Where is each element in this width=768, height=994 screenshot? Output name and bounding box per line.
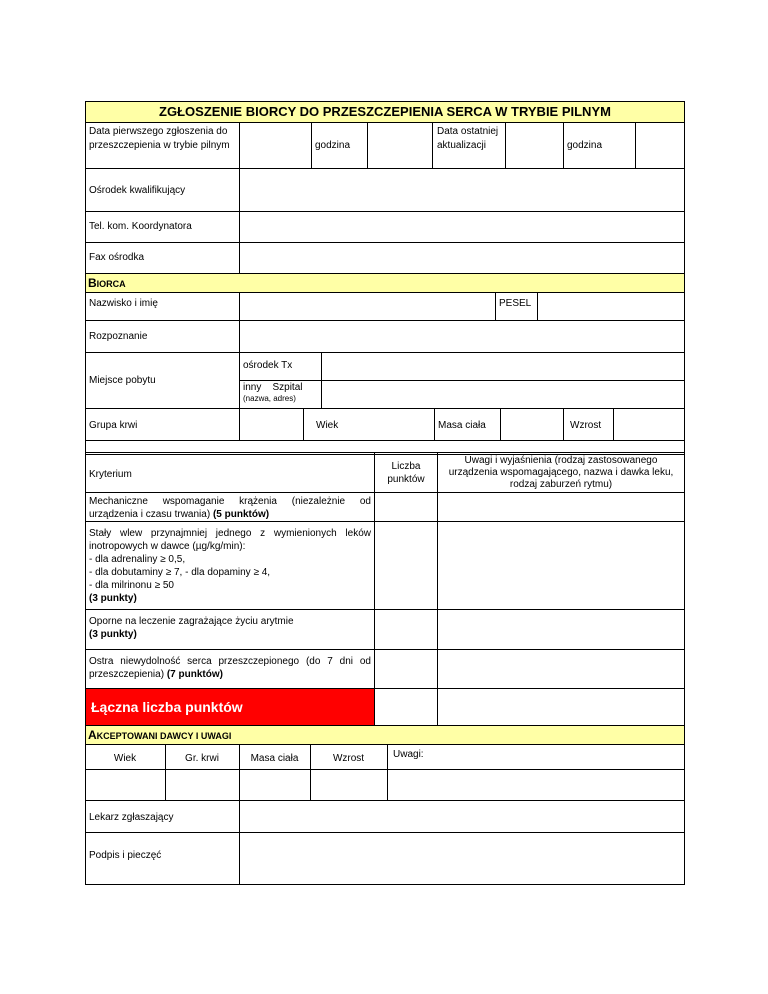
points-field-1[interactable] xyxy=(375,493,437,521)
hour-label-1: godzina xyxy=(315,140,351,151)
recipient-section-bar xyxy=(85,273,685,293)
criterion-arrhythmia: Oporne na leczenie zagrażające życiu arytmie (3 punkty) xyxy=(89,616,294,640)
remarks-header: Uwagi i wyjaśnienia (rodzaj zastosowanego urządzenia wspomagającego, nazwa i dawka leku, rodzaj zaburzeń rytmu) xyxy=(448,455,674,490)
points-field-3[interactable] xyxy=(375,610,437,648)
blood-group-field[interactable] xyxy=(240,409,302,439)
other-hospital-note: (nazwa, adres) xyxy=(243,394,296,403)
last-update-label: Data ostatniej aktualizacji xyxy=(437,126,499,151)
age-label: Wiek xyxy=(316,420,339,431)
donor-age-label: Wiek xyxy=(113,753,137,764)
remarks-field-3[interactable] xyxy=(438,610,684,648)
name-label: Nazwisko i imię xyxy=(89,298,158,309)
donor-weight-field[interactable] xyxy=(240,770,309,799)
location-label: Miejsce pobytu xyxy=(89,375,156,386)
last-update-field[interactable] xyxy=(506,124,562,167)
weight-label: Masa ciała xyxy=(438,420,486,431)
donor-height-field[interactable] xyxy=(311,770,386,799)
hour-label-2: godzina xyxy=(567,140,603,151)
pesel-label: PESEL xyxy=(499,298,532,309)
donor-blood-field[interactable] xyxy=(166,770,238,799)
donor-weight-label: Masa ciała xyxy=(250,753,299,764)
doctor-field[interactable] xyxy=(240,801,684,831)
center-label: Ośrodek kwalifikujący xyxy=(89,185,186,196)
points-field-4[interactable] xyxy=(375,650,437,687)
pesel-field[interactable] xyxy=(538,294,684,319)
signature-field[interactable] xyxy=(240,833,684,884)
weight-field[interactable] xyxy=(501,409,562,439)
heart-transplant-urgent-form xyxy=(85,101,685,885)
other-hospital-field[interactable] xyxy=(322,381,684,407)
donor-remarks-label: Uwagi: xyxy=(393,749,424,760)
age-field[interactable] xyxy=(345,409,433,439)
name-field[interactable] xyxy=(240,294,494,319)
coordinator-phone-field[interactable] xyxy=(240,212,684,241)
other-hospital-label: inny Szpital xyxy=(243,382,303,393)
total-points-field[interactable] xyxy=(375,689,437,725)
height-field[interactable] xyxy=(614,409,684,439)
remarks-field-2[interactable] xyxy=(438,522,684,609)
donor-age-field[interactable] xyxy=(86,770,164,799)
blood-group-label: Grupa krwi xyxy=(89,420,138,431)
doctor-label: Lekarz zgłaszający xyxy=(89,812,174,823)
first-date-field[interactable] xyxy=(240,124,310,167)
criterion-inotropes: Stały wlew przynajmniej jednego z wymienionych leków inotropowych w dawce (µg/kg/min): - dla adrenaliny ≥ 0,5, - dla dobutaminy ≥ 7, - dla dopaminy ≥ 4, - dla milrinonu ≥ 50 (3 punkty) xyxy=(89,528,371,604)
tx-center-field[interactable] xyxy=(322,353,684,379)
donor-section-title: AKCEPTOWANI DAWCY I UWAGI xyxy=(88,728,232,742)
criterion-acute-failure: Ostra niewydolność serca przeszczepionego (do 7 dni od przeszczepienia) (7 punktów) xyxy=(89,656,371,680)
last-hour-field[interactable] xyxy=(636,124,684,167)
signature-label: Podpis i pieczęć xyxy=(89,850,162,861)
points-field-2[interactable] xyxy=(375,522,437,609)
criterion-header: Kryterium xyxy=(89,469,132,480)
donor-height-label: Wzrost xyxy=(332,753,365,764)
tx-center-label: ośrodek Tx xyxy=(243,360,293,371)
first-hour-field[interactable] xyxy=(368,124,431,167)
fax-field[interactable] xyxy=(240,243,684,272)
total-points-label: Łączna liczba punktów xyxy=(91,699,243,715)
remarks-field-4[interactable] xyxy=(438,650,684,687)
diagnosis-field[interactable] xyxy=(240,321,684,351)
fax-label: Fax ośrodka xyxy=(89,252,145,263)
donor-blood-label: Gr. krwi xyxy=(185,753,219,764)
coordinator-phone-label: Tel. kom. Koordynatora xyxy=(89,221,192,232)
donor-remarks-field[interactable] xyxy=(388,746,684,799)
recipient-section-title: BIORCA xyxy=(88,276,126,290)
diagnosis-label: Rozpoznanie xyxy=(89,331,148,342)
height-label: Wzrost xyxy=(570,420,602,431)
center-field[interactable] xyxy=(240,169,684,210)
criterion-mechanical-support: Mechaniczne wspomaganie krążenia (niezależnie od urządzenia i czasu trwania) (5 punktów) xyxy=(89,496,371,520)
total-remarks-field[interactable] xyxy=(438,689,684,725)
first-date-label: Data pierwszego zgłoszenia do przeszczepienia w trybie pilnym xyxy=(89,126,230,151)
points-header: Liczba punktów xyxy=(387,461,425,485)
form-title: ZGŁOSZENIE BIORCY DO PRZESZCZEPIENIA SERCA W TRYBIE PILNYM xyxy=(159,104,611,119)
remarks-field-1[interactable] xyxy=(438,493,684,521)
